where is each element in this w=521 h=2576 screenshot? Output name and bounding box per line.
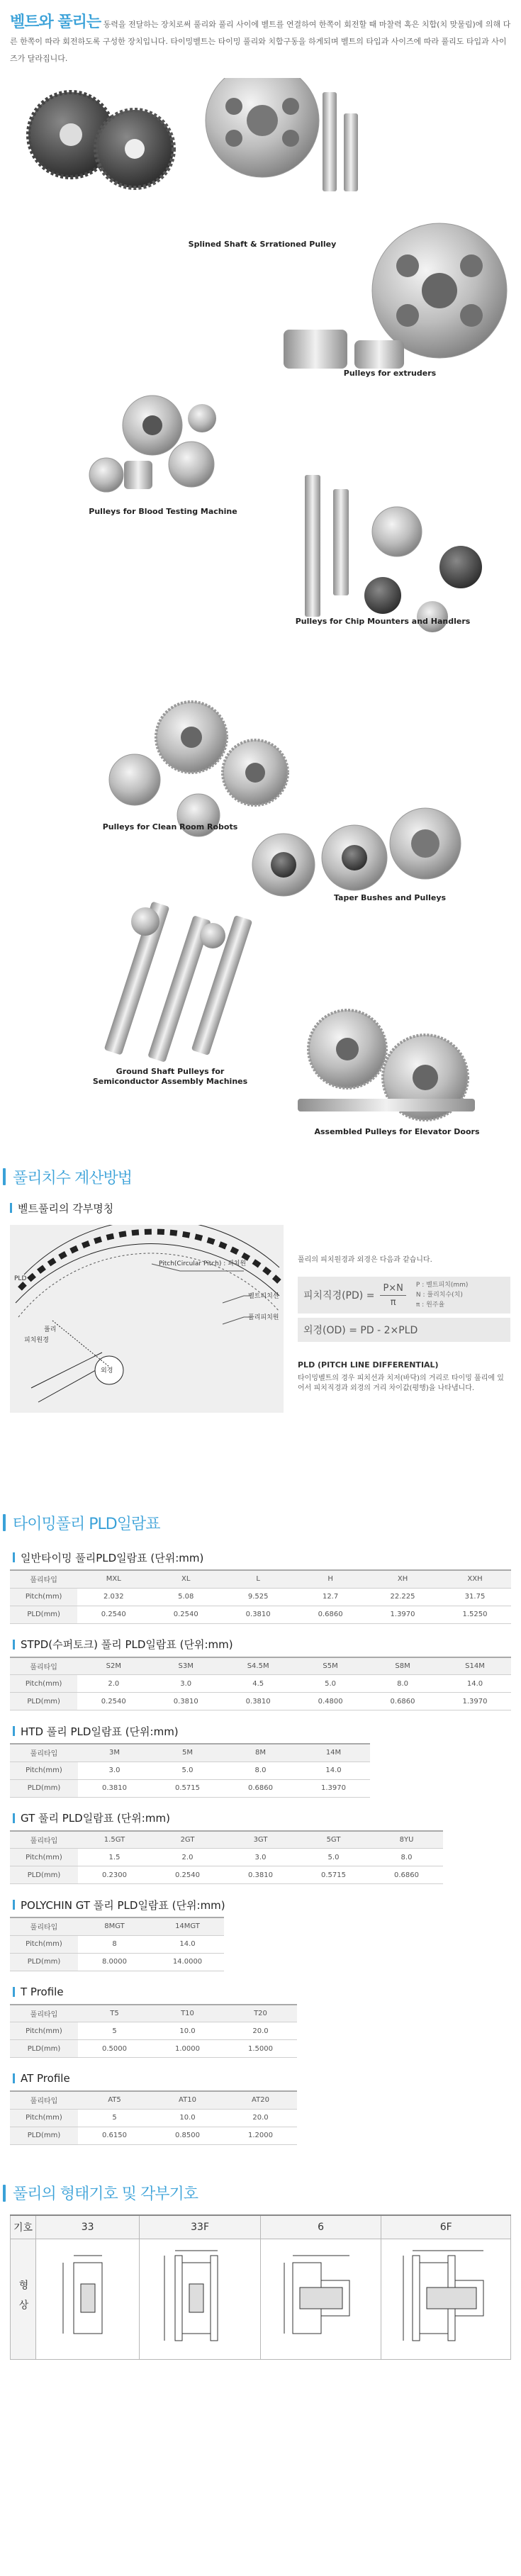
section-calc-title: 풀리치수 계산방법 [13, 1169, 133, 1187]
table-row-header: PLD(mm) [10, 1953, 78, 1971]
formula1-denominator: π [390, 1297, 396, 1308]
formula2: 외경(OD) = PD - 2×PLD [303, 1325, 418, 1336]
formula1-numerator: P×N [380, 1283, 405, 1296]
formula-legend: P : 벨트피치(mm) N : 풀리치수(치) π : 원주율 [415, 1282, 469, 1309]
table-row [10, 1779, 370, 1797]
table-cell: 5.0 [297, 1849, 370, 1866]
shape-drawing-6f [381, 2239, 511, 2360]
section-shapes-title: 풀리의 형태기호 및 각부기호 [13, 2185, 198, 2203]
table-row [10, 2040, 297, 2058]
table-cell: 0.2540 [77, 1606, 150, 1623]
pld-tables [0, 1548, 521, 2145]
diagram-pitch-label: Pitch(Circular Pitch) : 피치원 [159, 1260, 247, 1267]
formula1-fraction [380, 1283, 405, 1308]
table-cell: 31.75 [439, 1588, 511, 1606]
pld-table [10, 1657, 511, 1711]
pld-table-title-text: 일반타이밍 풀리PLD일람표 (단위:mm) [21, 1551, 204, 1564]
table-cell: 2.0 [77, 1675, 150, 1693]
calc-note: 풀리의 피치원경과 외경은 다음과 같습니다. [298, 1256, 432, 1264]
table-cell: 8MGT [78, 1917, 151, 1935]
table-cell: AT5 [78, 2091, 151, 2109]
table-cell: 1.3970 [297, 1779, 370, 1797]
table-cell: 0.3810 [222, 1606, 294, 1623]
shape-code-0: 33 [36, 2215, 140, 2239]
table-cell: 0.2540 [150, 1606, 222, 1623]
table-cell: 1.5250 [439, 1606, 511, 1623]
table-cell: 3.0 [224, 1849, 297, 1866]
pld-table [10, 1830, 443, 1885]
table-cell: 1.2000 [224, 2127, 297, 2144]
table-cell: 8YU [370, 1831, 443, 1849]
section-calc-header [0, 1163, 521, 1191]
table-row-header: Pitch(mm) [10, 1762, 78, 1779]
table-cell: T5 [78, 2005, 151, 2022]
table-row [10, 1588, 511, 1606]
pld-table-title [10, 2069, 511, 2088]
table-cell: 4.5 [222, 1675, 294, 1693]
formula-outer-diameter [298, 1318, 510, 1342]
table-row-header: 풀리타입 [10, 1831, 78, 1849]
table-cell: 14.0 [439, 1675, 511, 1693]
table-row [10, 2127, 297, 2144]
table-row-header: Pitch(mm) [10, 2109, 78, 2127]
table-cell: 5.0 [151, 1762, 224, 1779]
pld-table-title [10, 1635, 511, 1654]
calc-formulas [298, 1253, 510, 1394]
table-cell: 14.0 [297, 1762, 370, 1779]
table-cell: S8M [366, 1657, 439, 1675]
table-cell: 10.0 [151, 2022, 224, 2040]
shape-6f-svg [393, 2245, 499, 2351]
table-row-header: PLD(mm) [10, 1693, 77, 1710]
table-cell: 5.08 [150, 1588, 222, 1606]
gallery-group-cleanroom [109, 702, 288, 836]
table-cell: 0.6860 [294, 1606, 366, 1623]
table-cell: 0.4800 [294, 1693, 366, 1710]
label-extruders: Pulleys for extruders [343, 369, 437, 378]
section-pld-header [0, 1508, 521, 1537]
table-cell: 8M [224, 1744, 297, 1762]
shape-table-header [11, 2215, 511, 2239]
table-cell: 9.525 [222, 1588, 294, 1606]
table-row [10, 1762, 370, 1779]
table-cell: XH [366, 1570, 439, 1588]
label-chip: Pulleys for Chip Mounters and Handlers [295, 617, 471, 626]
table-row [10, 1849, 443, 1866]
table-cell: 14MGT [151, 1917, 224, 1935]
pld-table-title-text: STPD(수퍼토크) 풀리 PLD일람표 (단위:mm) [21, 1638, 233, 1651]
table-cell: S14M [439, 1657, 511, 1675]
table-row [10, 1744, 370, 1762]
table-cell: 1.3970 [366, 1606, 439, 1623]
table-row-header: 풀리타입 [10, 2005, 78, 2022]
pld-table-title [10, 1983, 511, 2001]
table-cell: 0.3810 [150, 1693, 222, 1710]
table-cell: S3M [150, 1657, 222, 1675]
table-cell: 0.6860 [370, 1866, 443, 1884]
label-splined: Splined Shaft & Srrationed Pulley [188, 240, 337, 249]
shape-table [10, 2214, 511, 2361]
diagram-pitch-dia: 피치원경 [24, 1337, 49, 1344]
shape-33f-svg [150, 2245, 250, 2351]
table-row-header: Pitch(mm) [10, 1935, 78, 1953]
table-cell: 0.3810 [224, 1866, 297, 1884]
table-cell: MXL [77, 1570, 150, 1588]
table-cell: 3.0 [150, 1675, 222, 1693]
table-cell: 1.3970 [439, 1693, 511, 1710]
table-row [10, 2091, 297, 2109]
table-row-header: 풀리타입 [10, 1570, 77, 1588]
table-cell: 8.0 [366, 1675, 439, 1693]
table-cell: AT10 [151, 2091, 224, 2109]
product-gallery [0, 78, 521, 1163]
table-row [10, 1675, 511, 1693]
table-cell: T10 [151, 2005, 224, 2022]
table-cell: 3.0 [78, 1762, 151, 1779]
pld-table-title-text: HTD 풀리 PLD일람표 (단위:mm) [21, 1725, 179, 1738]
table-cell: 20.0 [224, 2109, 297, 2127]
table-cell: 14M [297, 1744, 370, 1762]
diagram-pulley: 풀리 [44, 1326, 57, 1333]
shape-code-3: 6F [381, 2215, 511, 2239]
table-cell: 1.5000 [224, 2040, 297, 2058]
label-elevator: Assembled Pulleys for Elevator Doors [314, 1127, 480, 1136]
calc-sub-title: 벨트풀리의 각부명칭 [18, 1202, 114, 1215]
table-cell: 0.3810 [222, 1693, 294, 1710]
table-row-header: PLD(mm) [10, 2127, 78, 2144]
table-cell: 0.8500 [151, 2127, 224, 2144]
table-cell: 1.0000 [151, 2040, 224, 2058]
pld-table-title-text: AT Profile [21, 2072, 70, 2085]
pld-table-title [10, 1895, 511, 1914]
gallery-group-blood [89, 396, 216, 492]
table-cell: 3GT [224, 1831, 297, 1849]
table-cell: 10.0 [151, 2109, 224, 2127]
table-row-header: PLD(mm) [10, 1779, 78, 1797]
table-cell: 2.032 [77, 1588, 150, 1606]
table-cell: 5.0 [294, 1675, 366, 1693]
table-cell: 5 [78, 2109, 151, 2127]
label-ground-2: Semiconductor Assembly Machines [92, 1077, 248, 1086]
pulley-diagram-svg [10, 1225, 284, 1413]
table-row-header: Pitch(mm) [10, 1849, 78, 1866]
table-row [10, 2022, 297, 2040]
table-row-header: PLD(mm) [10, 1606, 77, 1623]
table-cell: AT20 [224, 2091, 297, 2109]
label-ground-1: Ground Shaft Pulleys for [116, 1067, 225, 1076]
pld-table-title [10, 1809, 511, 1827]
shape-33-svg [45, 2245, 130, 2351]
diagram-pld-label: PLD [14, 1275, 27, 1282]
table-row-header: Pitch(mm) [10, 1675, 77, 1693]
diagram-belt-pitch-line: 벨트피치선 [248, 1293, 279, 1300]
shape-table-row [11, 2239, 511, 2360]
shape-row-label: 형상 [11, 2239, 36, 2360]
section-shapes-header [0, 2179, 521, 2207]
diagram-outer-dia: 외경 [101, 1367, 113, 1374]
table-cell: 0.6860 [366, 1693, 439, 1710]
calc-sub-header [0, 1198, 521, 1218]
table-cell: 3M [78, 1744, 151, 1762]
shape-6-svg [271, 2245, 371, 2351]
table-cell: 0.6860 [224, 1779, 297, 1797]
table-cell: S2M [77, 1657, 150, 1675]
pld-table [10, 1743, 370, 1798]
intro-title: 벨트와 풀리는 [10, 13, 101, 31]
table-cell: 0.3810 [78, 1779, 151, 1797]
table-row [10, 2005, 297, 2022]
table-cell: 12.7 [294, 1588, 366, 1606]
gallery-group-splined [28, 78, 358, 191]
table-row [10, 1953, 224, 1971]
table-cell: 5GT [297, 1831, 370, 1849]
intro [0, 0, 521, 78]
table-row-header: PLD(mm) [10, 1866, 78, 1884]
table-row [10, 1831, 443, 1849]
table-row [10, 1866, 443, 1884]
table-row [10, 2109, 297, 2127]
table-row [10, 1606, 511, 1623]
pld-table-title-text: GT 풀리 PLD일람표 (단위:mm) [21, 1812, 170, 1825]
table-row-header: 풀리타입 [10, 1917, 78, 1935]
gallery-group-elevator [298, 1010, 475, 1120]
pld-table-title [10, 1722, 511, 1740]
pulley-diagram [10, 1225, 284, 1413]
table-cell: 2.0 [151, 1849, 224, 1866]
table-cell: XXH [439, 1570, 511, 1588]
table-cell: 2GT [151, 1831, 224, 1849]
calc-area [0, 1218, 521, 1508]
table-row-header: Pitch(mm) [10, 1588, 77, 1606]
pld-table-title-text: POLYCHIN GT 풀리 PLD일람표 (단위:mm) [21, 1898, 225, 1912]
shape-code-1: 33F [140, 2215, 261, 2239]
shape-code-2: 6 [260, 2215, 381, 2239]
table-row [10, 1570, 511, 1588]
table-cell: S5M [294, 1657, 366, 1675]
table-cell: 8.0 [370, 1849, 443, 1866]
table-cell: 5M [151, 1744, 224, 1762]
pld-table [10, 1917, 224, 1971]
shape-drawing-33f [140, 2239, 261, 2360]
pld-table-title [10, 1548, 511, 1567]
table-row [10, 1693, 511, 1710]
shape-drawing-33 [36, 2239, 140, 2360]
table-cell: 0.2300 [78, 1866, 151, 1884]
shape-drawing-6 [260, 2239, 381, 2360]
table-cell: H [294, 1570, 366, 1588]
table-cell: 0.6150 [78, 2127, 151, 2144]
table-cell: 1.5GT [78, 1831, 151, 1849]
pld-desc: 타이밍벨트의 경우 피치선과 치저(바닥)의 거리로 타이밍 풀리에 있어서 피치직경과 외경의 거리 차이값(평행)을 나타냅니다. [298, 1374, 504, 1392]
table-cell: 8.0000 [78, 1953, 151, 1971]
table-cell: XL [150, 1570, 222, 1588]
table-cell: 0.2540 [151, 1866, 224, 1884]
table-cell: T20 [224, 2005, 297, 2022]
label-cleanroom: Pulleys for Clean Room Robots [102, 822, 238, 831]
table-row-header: 풀리타입 [10, 1744, 78, 1762]
table-row-header: Pitch(mm) [10, 2022, 78, 2040]
table-cell: 1.5 [78, 1849, 151, 1866]
table-row [10, 1935, 224, 1953]
table-cell: 8.0 [224, 1762, 297, 1779]
gallery-group-taper [252, 808, 461, 896]
table-row-header: 풀리타입 [10, 2091, 78, 2109]
table-cell: 0.2540 [77, 1693, 150, 1710]
gallery-group-chip [305, 475, 482, 632]
table-cell: 0.5715 [151, 1779, 224, 1797]
intro-text: 동력을 전달하는 장치로써 풀리와 풀리 사이에 벨트를 연결하여 한쪽이 회전할 때 마찰력 혹은 치합(치 맞물림)에 의해 다른 한쪽이 따라 회전하도록 구성한 장치입니다. 타이밍벨트는 타이밍 풀리와 치합구동을 하게되며 벨트의 타입과 사이즈에 따라 풀리도 타입과 사이즈가 달라집니다. [10, 20, 511, 63]
shape-header-label: 기호 [11, 2215, 36, 2239]
pld-table [10, 2090, 297, 2145]
table-cell: 0.5000 [78, 2040, 151, 2058]
diagram-pulley-pitch-dia: 풀리피치원 [248, 1314, 279, 1321]
table-row [10, 1657, 511, 1675]
formula-pitch-diameter [298, 1277, 510, 1314]
gallery-group-ground [104, 901, 253, 1063]
table-row-header: PLD(mm) [10, 2040, 78, 2058]
table-cell: 8 [78, 1935, 151, 1953]
table-cell: 14.0000 [151, 1953, 224, 1971]
table-cell: S4.5M [222, 1657, 294, 1675]
formula1-lhs: 피치직경(PD) = [303, 1290, 375, 1301]
table-cell: L [222, 1570, 294, 1588]
pld-table-title-text: T Profile [21, 1985, 64, 1998]
table-row [10, 1917, 224, 1935]
label-blood: Pulleys for Blood Testing Machine [89, 507, 237, 516]
table-row-header: 풀리타입 [10, 1657, 77, 1675]
table-cell: 22.225 [366, 1588, 439, 1606]
table-cell: 5 [78, 2022, 151, 2040]
pld-table [10, 2004, 297, 2059]
label-taper: Taper Bushes and Pulleys [333, 893, 447, 902]
table-cell: 20.0 [224, 2022, 297, 2040]
pld-table [10, 1569, 511, 1624]
table-cell: 0.5715 [297, 1866, 370, 1884]
section-pld-title: 타이밍풀리 PLD일람표 [13, 1515, 160, 1533]
pld-title: PLD (PITCH LINE DIFFERENTIAL) [298, 1360, 439, 1370]
table-cell: 14.0 [151, 1935, 224, 1953]
